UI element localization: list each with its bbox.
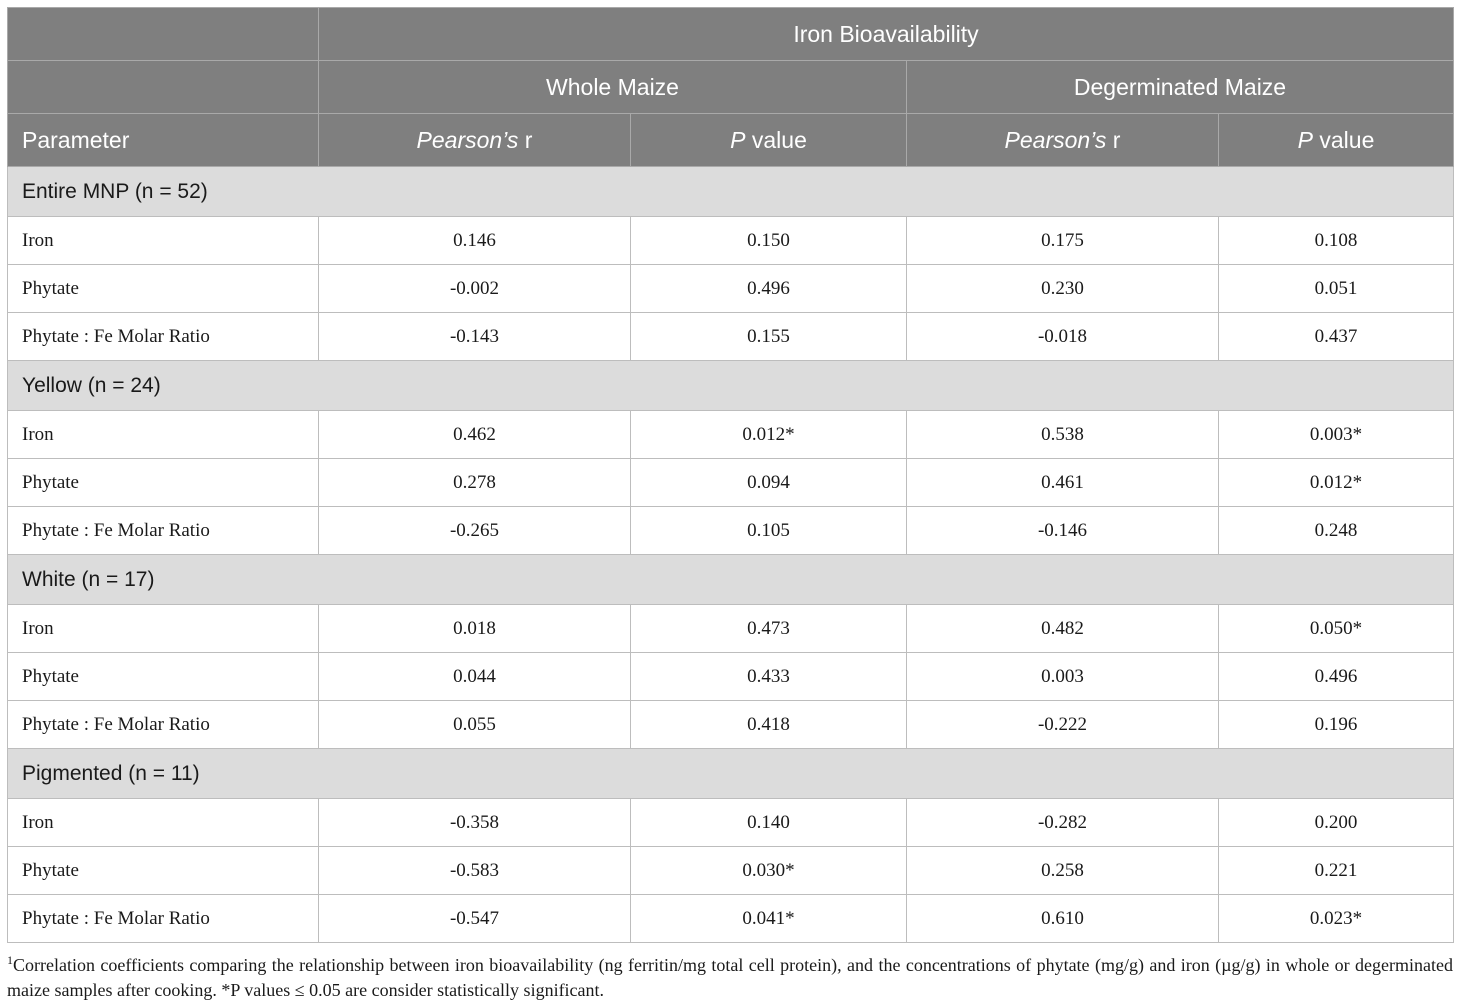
degerm-pearson-r-cell: 0.482: [907, 605, 1219, 653]
correlation-table: [7, 7, 1454, 943]
whole-pearson-r-cell: -0.265: [319, 507, 631, 555]
whole-p-value-cell: 0.140: [631, 799, 907, 847]
whole-pearson-r-cell: 0.462: [319, 411, 631, 459]
whole-pearson-r-cell: 0.278: [319, 459, 631, 507]
degerm-p-value-cell: 0.023*: [1219, 895, 1454, 943]
param-cell: Iron: [8, 799, 319, 847]
table-row: [8, 265, 1454, 313]
table-row: [8, 217, 1454, 265]
degerm-p-value-cell: 0.496: [1219, 653, 1454, 701]
header-iron-bioavailability: Iron Bioavailability: [319, 8, 1454, 61]
degerm-p-value-cell: 0.200: [1219, 799, 1454, 847]
whole-p-value-cell: 0.041*: [631, 895, 907, 943]
degerm-pearson-r-cell: 0.003: [907, 653, 1219, 701]
whole-p-value-cell: 0.433: [631, 653, 907, 701]
whole-pearson-r-cell: 0.044: [319, 653, 631, 701]
param-cell: Phytate: [8, 459, 319, 507]
header-p-value-label: value: [745, 126, 807, 153]
header-empty-cell: [8, 8, 319, 61]
footnote-text: Correlation coefficients comparing the relationship between iron bioavailability (ng ferritin/mg total cell protein), and the concentrations of phytate (mg/g) and iron (µg/g) in whole or degerminated maize samples after cooking. *P values ≤ 0.05 are consider statistically significant.: [7, 955, 1453, 1000]
whole-p-value-cell: 0.496: [631, 265, 907, 313]
group-title: White (n = 17): [8, 555, 1454, 605]
degerm-pearson-r-cell: 0.461: [907, 459, 1219, 507]
table-row: [8, 507, 1454, 555]
whole-p-value-cell: 0.155: [631, 313, 907, 361]
header-whole-pearson-r: [319, 114, 631, 167]
whole-pearson-r-cell: -0.583: [319, 847, 631, 895]
degerm-pearson-r-cell: -0.222: [907, 701, 1219, 749]
degerm-p-value-cell: 0.221: [1219, 847, 1454, 895]
header-pearson-r: r: [518, 126, 533, 153]
group-header-row: [8, 749, 1454, 799]
degerm-pearson-r-cell: -0.146: [907, 507, 1219, 555]
table-row: [8, 459, 1454, 507]
header-degerm-p-value: [1219, 114, 1454, 167]
table-row: [8, 313, 1454, 361]
header-pearson-italic: Pearson’s: [416, 126, 519, 153]
degerm-p-value-cell: 0.437: [1219, 313, 1454, 361]
group-header-row: [8, 167, 1454, 217]
param-cell: Iron: [8, 217, 319, 265]
whole-p-value-cell: 0.150: [631, 217, 907, 265]
degerm-pearson-r-cell: 0.538: [907, 411, 1219, 459]
whole-p-value-cell: 0.012*: [631, 411, 907, 459]
group-header-row: [8, 361, 1454, 411]
param-cell: Iron: [8, 411, 319, 459]
degerm-pearson-r-cell: 0.175: [907, 217, 1219, 265]
param-cell: Phytate : Fe Molar Ratio: [8, 895, 319, 943]
group-title: Entire MNP (n = 52): [8, 167, 1454, 217]
whole-pearson-r-cell: 0.055: [319, 701, 631, 749]
header-row-groups: [8, 61, 1454, 114]
group-title: Yellow (n = 24): [8, 361, 1454, 411]
param-cell: Phytate : Fe Molar Ratio: [8, 507, 319, 555]
group-header-row: [8, 555, 1454, 605]
param-cell: Phytate: [8, 653, 319, 701]
table-footnote: [7, 948, 1453, 1003]
whole-p-value-cell: 0.473: [631, 605, 907, 653]
header-pearson-italic: Pearson’s: [1004, 126, 1107, 153]
degerm-p-value-cell: 0.050*: [1219, 605, 1454, 653]
degerm-p-value-cell: 0.196: [1219, 701, 1454, 749]
table-row: [8, 799, 1454, 847]
degerm-p-value-cell: 0.003*: [1219, 411, 1454, 459]
header-degerminated-maize: Degerminated Maize: [907, 61, 1454, 114]
param-cell: Phytate: [8, 847, 319, 895]
footnote-marker: 1: [7, 953, 13, 967]
header-p-value-label: value: [1312, 126, 1375, 153]
table-body: [8, 167, 1454, 943]
correlation-table-container: [7, 7, 1453, 943]
whole-pearson-r-cell: -0.143: [319, 313, 631, 361]
degerm-p-value-cell: 0.012*: [1219, 459, 1454, 507]
header-row-super: [8, 8, 1454, 61]
table-row: [8, 653, 1454, 701]
header-pearson-r: r: [1106, 126, 1121, 153]
whole-pearson-r-cell: 0.146: [319, 217, 631, 265]
param-cell: Phytate : Fe Molar Ratio: [8, 313, 319, 361]
whole-p-value-cell: 0.094: [631, 459, 907, 507]
whole-p-value-cell: 0.105: [631, 507, 907, 555]
header-row-columns: [8, 114, 1454, 167]
table-row: [8, 605, 1454, 653]
header-empty-cell: [8, 61, 319, 114]
degerm-p-value-cell: 0.248: [1219, 507, 1454, 555]
table-row: [8, 701, 1454, 749]
group-title: Pigmented (n = 11): [8, 749, 1454, 799]
degerm-p-value-cell: 0.108: [1219, 217, 1454, 265]
header-whole-p-value: [631, 114, 907, 167]
header-p-italic: P: [1297, 126, 1313, 153]
whole-pearson-r-cell: -0.002: [319, 265, 631, 313]
whole-pearson-r-cell: -0.358: [319, 799, 631, 847]
table-row: [8, 411, 1454, 459]
degerm-pearson-r-cell: -0.018: [907, 313, 1219, 361]
param-cell: Phytate: [8, 265, 319, 313]
degerm-p-value-cell: 0.051: [1219, 265, 1454, 313]
whole-pearson-r-cell: 0.018: [319, 605, 631, 653]
whole-p-value-cell: 0.030*: [631, 847, 907, 895]
table-row: [8, 847, 1454, 895]
degerm-pearson-r-cell: 0.610: [907, 895, 1219, 943]
header-whole-maize: Whole Maize: [319, 61, 907, 114]
table-row: [8, 895, 1454, 943]
param-cell: Iron: [8, 605, 319, 653]
header-p-italic: P: [730, 126, 746, 153]
degerm-pearson-r-cell: 0.230: [907, 265, 1219, 313]
header-parameter: Parameter: [8, 114, 319, 167]
whole-pearson-r-cell: -0.547: [319, 895, 631, 943]
degerm-pearson-r-cell: -0.282: [907, 799, 1219, 847]
degerm-pearson-r-cell: 0.258: [907, 847, 1219, 895]
header-degerm-pearson-r: [907, 114, 1219, 167]
table-header: [8, 8, 1454, 167]
whole-p-value-cell: 0.418: [631, 701, 907, 749]
param-cell: Phytate : Fe Molar Ratio: [8, 701, 319, 749]
